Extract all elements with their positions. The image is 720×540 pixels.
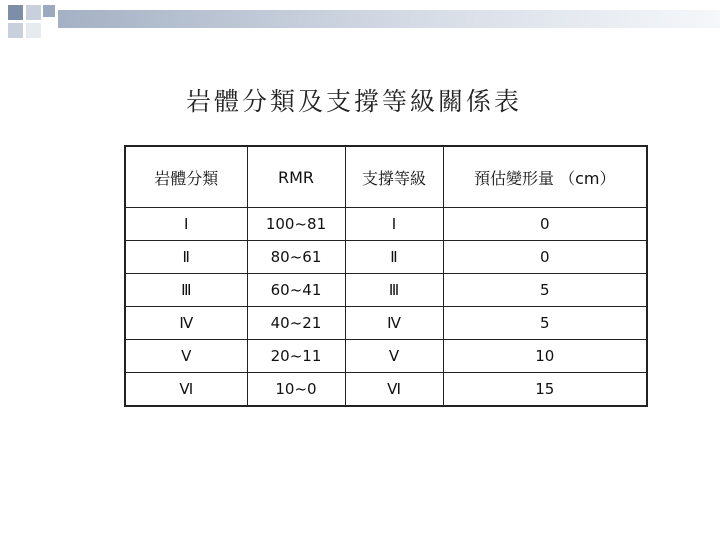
cell-rmr: 80~61 — [247, 241, 345, 274]
cell-rock-class: Ⅰ — [125, 208, 247, 241]
table-header-row — [125, 146, 647, 208]
decoration-square — [8, 23, 23, 38]
cell-support-grade: Ⅳ — [345, 307, 443, 340]
cell-deformation: 0 — [443, 208, 647, 241]
cell-deformation: 5 — [443, 274, 647, 307]
cell-rock-class: Ⅲ — [125, 274, 247, 307]
decoration-square — [43, 5, 55, 17]
table-row — [125, 208, 647, 241]
cell-support-grade: Ⅱ — [345, 241, 443, 274]
cell-rmr: 10~0 — [247, 373, 345, 407]
cell-support-grade: Ⅵ — [345, 373, 443, 407]
rock-support-table — [124, 145, 648, 407]
cell-support-grade: Ⅰ — [345, 208, 443, 241]
cell-rmr: 60~41 — [247, 274, 345, 307]
slide-header-bar — [58, 10, 720, 28]
header-support-grade: 支撐等級 — [345, 146, 443, 208]
decoration-square — [26, 23, 41, 38]
cell-rock-class: Ⅴ — [125, 340, 247, 373]
table-row — [125, 307, 647, 340]
table-row — [125, 340, 647, 373]
cell-rock-class: Ⅵ — [125, 373, 247, 407]
cell-deformation: 5 — [443, 307, 647, 340]
cell-rmr: 100~81 — [247, 208, 345, 241]
decoration-square — [8, 5, 23, 20]
cell-deformation: 15 — [443, 373, 647, 407]
decoration-square — [26, 5, 41, 20]
cell-rock-class: Ⅳ — [125, 307, 247, 340]
cell-support-grade: Ⅴ — [345, 340, 443, 373]
cell-rmr: 20~11 — [247, 340, 345, 373]
cell-deformation: 0 — [443, 241, 647, 274]
header-rock-class: 岩體分類 — [125, 146, 247, 208]
cell-deformation: 10 — [443, 340, 647, 373]
cell-rmr: 40~21 — [247, 307, 345, 340]
header-rmr: RMR — [247, 146, 345, 208]
table-row — [125, 241, 647, 274]
slide-decoration-squares — [0, 0, 60, 40]
table-row — [125, 373, 647, 407]
cell-support-grade: Ⅲ — [345, 274, 443, 307]
cell-rock-class: Ⅱ — [125, 241, 247, 274]
header-deformation: 預估變形量 （cm） — [443, 146, 647, 208]
page-title: 岩體分類及支撐等級關係表 — [186, 87, 523, 116]
table-row — [125, 274, 647, 307]
